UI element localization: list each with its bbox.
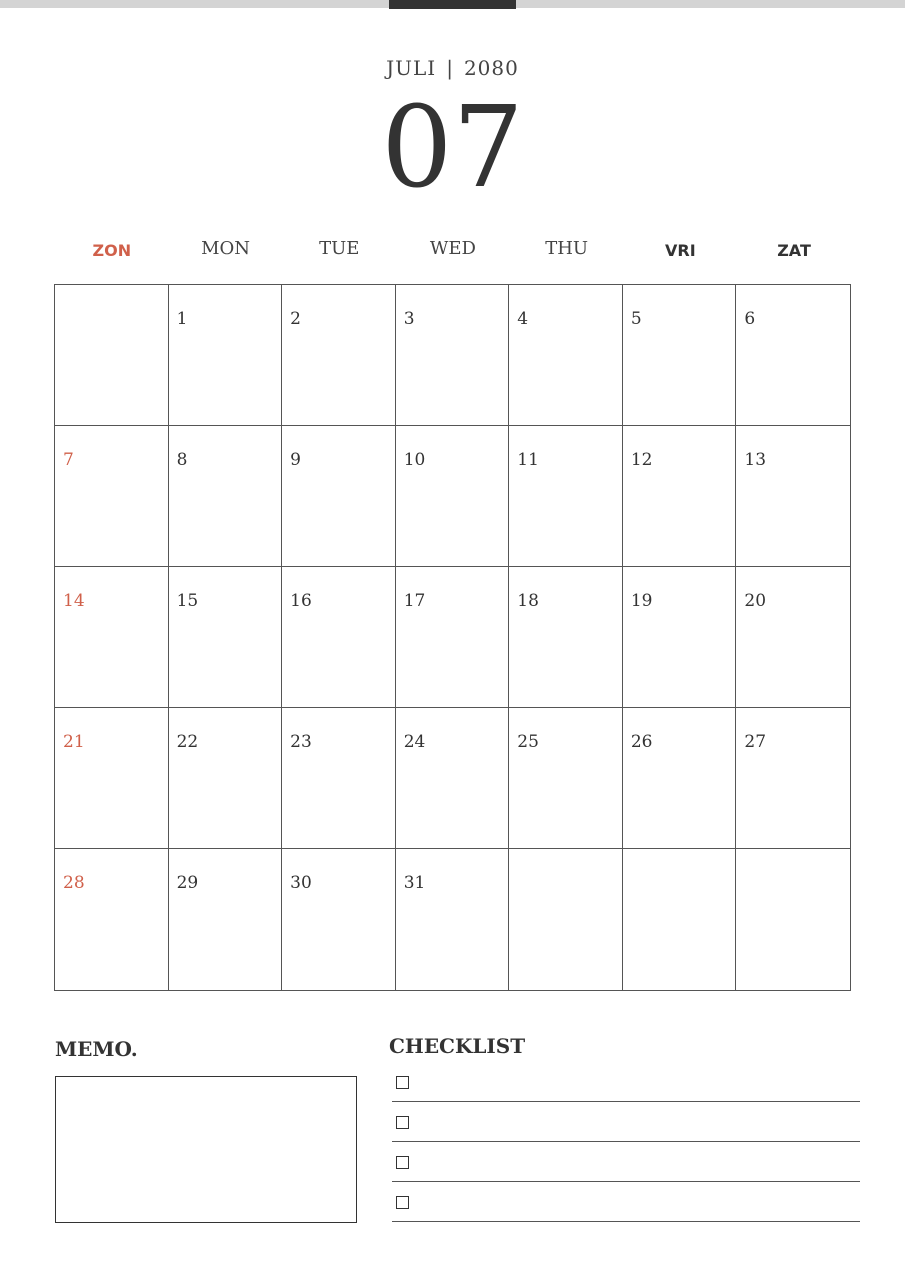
weekday-wednesday: WED bbox=[429, 238, 476, 259]
day-cell[interactable] bbox=[509, 849, 623, 990]
day-number: 15 bbox=[176, 591, 199, 611]
weekday-thursday: THU bbox=[545, 238, 589, 259]
day-cell[interactable] bbox=[509, 285, 623, 426]
day-cell[interactable] bbox=[736, 285, 850, 426]
weekday-sunday: ZON bbox=[92, 241, 132, 260]
top-bar-accent bbox=[389, 0, 516, 9]
day-number: 24 bbox=[403, 732, 426, 752]
day-cell[interactable] bbox=[623, 285, 737, 426]
day-number: 26 bbox=[630, 732, 653, 752]
day-cell[interactable] bbox=[169, 567, 283, 708]
day-number: 7 bbox=[63, 450, 74, 470]
day-number: 11 bbox=[517, 450, 539, 470]
day-number: 5 bbox=[630, 309, 642, 329]
day-number: 17 bbox=[403, 591, 426, 611]
checkbox[interactable] bbox=[396, 1156, 409, 1169]
day-number: 13 bbox=[744, 450, 767, 470]
calendar-grid bbox=[54, 284, 851, 991]
weekday-friday: VRI bbox=[665, 241, 696, 260]
day-number: 2 bbox=[290, 309, 301, 329]
day-cell[interactable] bbox=[736, 708, 850, 849]
day-cell[interactable] bbox=[736, 849, 850, 990]
day-number: 8 bbox=[176, 450, 188, 470]
checklist-item bbox=[392, 1102, 860, 1142]
day-cell[interactable] bbox=[169, 285, 283, 426]
day-cell[interactable] bbox=[55, 285, 169, 426]
day-number: 19 bbox=[630, 591, 653, 611]
weekday-monday: MON bbox=[201, 238, 250, 259]
day-number: 22 bbox=[176, 732, 199, 752]
checkbox[interactable] bbox=[396, 1196, 409, 1209]
day-cell[interactable] bbox=[55, 849, 169, 990]
day-number: 1 bbox=[176, 309, 188, 329]
month-number: 07 bbox=[381, 83, 524, 213]
day-cell[interactable] bbox=[736, 567, 850, 708]
day-number: 25 bbox=[517, 732, 539, 752]
month-name: JULI bbox=[386, 56, 437, 80]
day-number: 4 bbox=[517, 309, 529, 329]
day-number: 3 bbox=[403, 309, 415, 329]
day-cell[interactable] bbox=[396, 849, 510, 990]
month-year-separator: | bbox=[446, 56, 454, 80]
day-number: 18 bbox=[517, 591, 539, 611]
weekday-saturday: ZAT bbox=[777, 241, 811, 260]
year: 2080 bbox=[463, 56, 519, 80]
day-number: 16 bbox=[290, 591, 312, 611]
day-cell[interactable] bbox=[282, 567, 396, 708]
day-cell[interactable] bbox=[396, 426, 510, 567]
memo-box[interactable] bbox=[55, 1076, 357, 1223]
checkbox[interactable] bbox=[396, 1116, 409, 1129]
checklist-item bbox=[392, 1062, 860, 1102]
day-cell[interactable] bbox=[282, 285, 396, 426]
day-number: 31 bbox=[403, 873, 426, 893]
day-number: 30 bbox=[290, 873, 312, 893]
day-cell[interactable] bbox=[623, 567, 737, 708]
day-cell[interactable] bbox=[623, 849, 737, 990]
checklist-item bbox=[392, 1182, 860, 1222]
day-cell[interactable] bbox=[55, 567, 169, 708]
weekday-header-row bbox=[55, 238, 851, 264]
day-number: 27 bbox=[744, 732, 767, 752]
day-cell[interactable] bbox=[55, 426, 169, 567]
day-number: 12 bbox=[630, 450, 653, 470]
day-number: 9 bbox=[290, 450, 301, 470]
weekday-tuesday: TUE bbox=[319, 238, 360, 259]
checklist-item bbox=[392, 1142, 860, 1182]
checkbox[interactable] bbox=[396, 1076, 409, 1089]
day-cell[interactable] bbox=[169, 849, 283, 990]
day-cell[interactable] bbox=[509, 567, 623, 708]
memo-title: MEMO. bbox=[55, 1037, 138, 1061]
month-year-header bbox=[0, 56, 905, 80]
day-number: 14 bbox=[63, 591, 85, 611]
day-number: 10 bbox=[403, 450, 426, 470]
day-number: 20 bbox=[744, 591, 767, 611]
day-cell[interactable] bbox=[169, 426, 283, 567]
day-number: 23 bbox=[290, 732, 312, 752]
day-cell[interactable] bbox=[623, 708, 737, 849]
day-cell[interactable] bbox=[396, 285, 510, 426]
day-number: 28 bbox=[63, 873, 85, 893]
day-number: 6 bbox=[744, 309, 756, 329]
day-cell[interactable] bbox=[55, 708, 169, 849]
day-cell[interactable] bbox=[396, 708, 510, 849]
day-cell[interactable] bbox=[282, 849, 396, 990]
day-number: 29 bbox=[176, 873, 199, 893]
day-cell[interactable] bbox=[396, 567, 510, 708]
day-cell[interactable] bbox=[509, 708, 623, 849]
day-cell[interactable] bbox=[282, 708, 396, 849]
day-cell[interactable] bbox=[736, 426, 850, 567]
checklist-title: CHECKLIST bbox=[389, 1034, 526, 1058]
day-cell[interactable] bbox=[509, 426, 623, 567]
day-cell[interactable] bbox=[623, 426, 737, 567]
day-number: 21 bbox=[63, 732, 85, 752]
day-cell[interactable] bbox=[282, 426, 396, 567]
day-cell[interactable] bbox=[169, 708, 283, 849]
